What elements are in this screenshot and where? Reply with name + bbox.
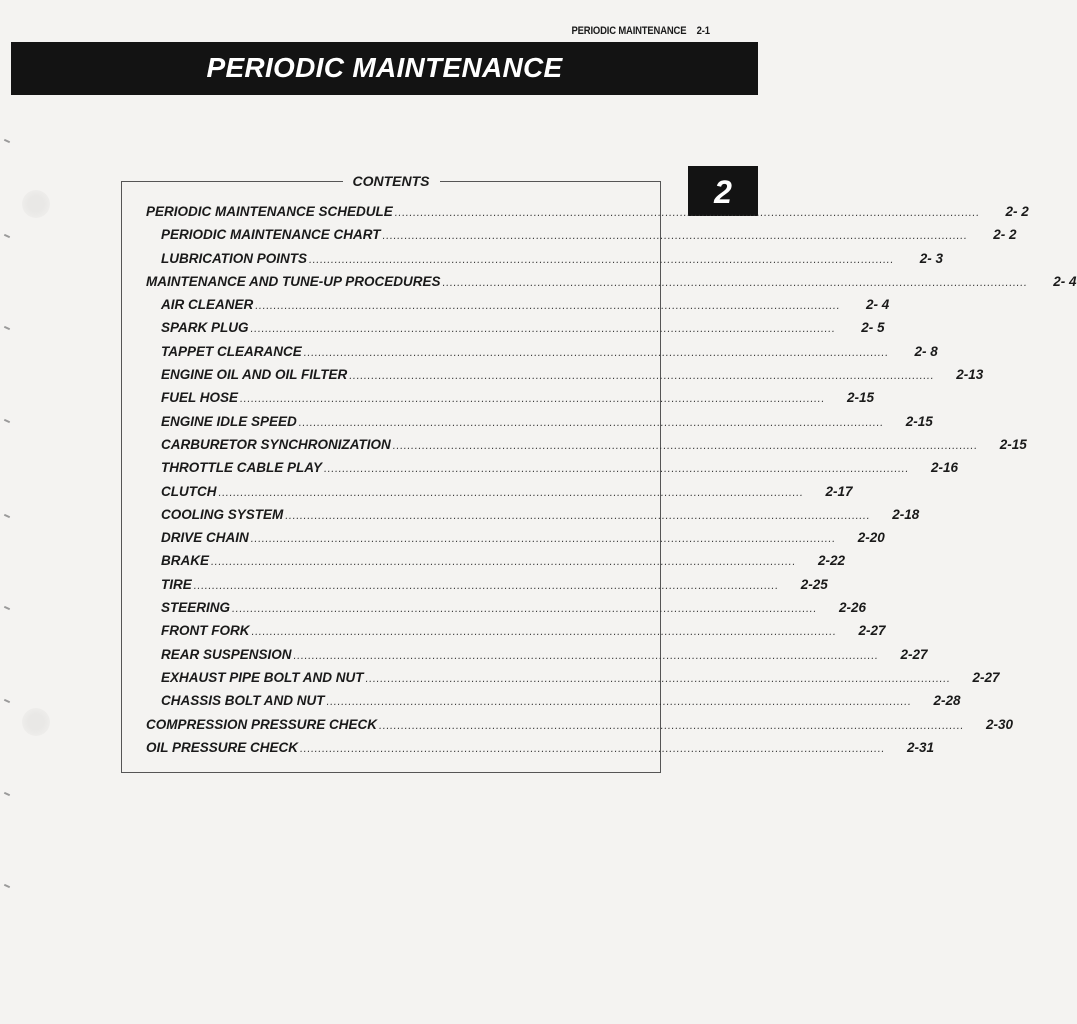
toc-entry[interactable] xyxy=(146,250,943,274)
toc-dot-leader: ................................................................................................................................................................ xyxy=(255,300,841,313)
toc-entry-label: SPARK PLUG xyxy=(161,320,249,336)
toc-entry-label: ENGINE OIL AND OIL FILTER xyxy=(161,367,348,383)
toc-entry-page: 2-25 xyxy=(800,576,828,592)
toc-entry-label: PERIODIC MAINTENANCE CHART xyxy=(161,227,381,243)
toc-dot-leader: ................................................................................................................................................................ xyxy=(442,276,1028,289)
contents-list xyxy=(146,204,1077,763)
toc-entry-page: 2-22 xyxy=(817,553,845,569)
toc-dot-leader: ................................................................................................................................................................ xyxy=(285,509,871,522)
contents-box xyxy=(121,173,1077,773)
toc-dot-leader: ................................................................................................................................................................ xyxy=(193,579,779,592)
toc-entry-page: 2-13 xyxy=(956,367,984,383)
toc-entry-page: 2- 2 xyxy=(993,227,1017,243)
running-head-page-number: 2-1 xyxy=(696,25,710,37)
scan-edge-mark xyxy=(4,606,10,610)
toc-entry-page: 2-28 xyxy=(933,693,961,709)
toc-dot-leader: ................................................................................................................................................................ xyxy=(211,556,796,569)
toc-entry-label: FUEL HOSE xyxy=(161,390,239,406)
toc-entry-page: 2- 8 xyxy=(914,343,938,359)
toc-dot-leader: ................................................................................................................................................................ xyxy=(250,323,836,336)
toc-entry-label: FRONT FORK xyxy=(161,623,250,639)
toc-entry[interactable] xyxy=(146,530,885,553)
chapter-tab: 2 xyxy=(688,166,758,216)
toc-entry-page: 2-20 xyxy=(857,530,885,546)
toc-dot-leader: ................................................................................................................................................................ xyxy=(379,719,965,732)
toc-entry[interactable] xyxy=(146,320,885,343)
toc-entry[interactable] xyxy=(146,343,938,367)
toc-entry-page: 2-15 xyxy=(846,390,874,406)
page-title: PERIODIC MAINTENANCE xyxy=(206,52,563,83)
toc-entry[interactable] xyxy=(146,716,1014,740)
toc-entry-label: CHASSIS BOLT AND NUT xyxy=(161,693,325,709)
toc-entry[interactable] xyxy=(146,623,886,646)
toc-entry-page: 2- 4 xyxy=(865,297,890,313)
toc-entry-label: OIL PRESSURE CHECK xyxy=(146,739,299,755)
scan-edge-mark xyxy=(4,234,10,238)
toc-entry[interactable] xyxy=(146,413,933,437)
toc-entry-page: 2- 4 xyxy=(1053,273,1077,289)
toc-entry-label: REAR SUSPENSION xyxy=(161,646,292,662)
binder-hole-mark xyxy=(22,708,50,736)
toc-entry-page: 2-30 xyxy=(986,716,1014,732)
toc-entry-label: TIRE xyxy=(161,576,192,592)
toc-entry[interactable] xyxy=(146,739,935,763)
toc-dot-leader: ................................................................................................................................................................ xyxy=(349,370,935,383)
toc-dot-leader: ................................................................................................................................................................ xyxy=(293,649,879,662)
toc-dot-leader: ................................................................................................................................................................ xyxy=(365,672,951,685)
scan-edge-mark xyxy=(4,884,10,888)
toc-entry[interactable] xyxy=(146,204,1029,227)
toc-entry-page: 2-27 xyxy=(972,669,1000,685)
running-head-title: PERIODIC MAINTENANCE xyxy=(571,25,687,37)
toc-entry[interactable] xyxy=(146,367,984,390)
toc-dot-leader: ................................................................................................................................................................ xyxy=(251,626,837,639)
chapter-title-bar xyxy=(11,42,758,95)
scan-edge-mark xyxy=(4,419,10,423)
toc-entry-label: PERIODIC MAINTENANCE SCHEDULE xyxy=(146,204,393,219)
toc-entry[interactable] xyxy=(146,669,1000,693)
toc-entry-page: 2- 3 xyxy=(919,250,943,266)
toc-entry-label: COMPRESSION PRESSURE CHECK xyxy=(146,716,378,732)
toc-entry-label: CLUTCH xyxy=(161,483,217,499)
scan-edge-mark xyxy=(4,514,10,518)
toc-entry-label: DRIVE CHAIN xyxy=(161,530,249,546)
toc-dot-leader: ................................................................................................................................................................ xyxy=(218,486,804,499)
toc-entry-page: 2-27 xyxy=(900,646,928,662)
toc-entry[interactable] xyxy=(146,273,1077,297)
scan-edge-mark xyxy=(4,139,10,143)
toc-entry[interactable] xyxy=(146,693,961,716)
toc-entry-label: TAPPET CLEARANCE xyxy=(161,343,302,359)
toc-entry[interactable] xyxy=(146,390,874,413)
toc-dot-leader: ................................................................................................................................................................ xyxy=(324,463,909,476)
toc-entry-page: 2-26 xyxy=(838,600,866,616)
toc-entry-label: AIR CLEANER xyxy=(161,297,254,313)
toc-entry-label: MAINTENANCE AND TUNE-UP PROCEDURES xyxy=(146,273,441,289)
toc-entry-page: 2-15 xyxy=(905,413,933,429)
running-head xyxy=(572,25,710,37)
toc-dot-leader: ................................................................................................................................................................ xyxy=(303,346,889,359)
toc-entry-label: STEERING xyxy=(161,600,231,616)
toc-entry[interactable] xyxy=(146,227,1017,250)
toc-entry-page: 2-15 xyxy=(999,436,1027,452)
contents-heading-wrap xyxy=(122,173,660,191)
toc-dot-leader: ................................................................................................................................................................ xyxy=(382,230,968,243)
toc-entry-label: THROTTLE CABLE PLAY xyxy=(161,460,322,476)
toc-entry[interactable] xyxy=(146,646,928,670)
toc-entry[interactable] xyxy=(146,436,1027,460)
toc-dot-leader: ................................................................................................................................................................ xyxy=(392,439,978,452)
toc-entry-label: EXHAUST PIPE BOLT AND NUT xyxy=(161,669,364,685)
toc-entry-label: BRAKE xyxy=(161,553,210,569)
toc-entry[interactable] xyxy=(146,553,845,576)
toc-dot-leader: ................................................................................................................................................................ xyxy=(232,603,817,616)
scan-edge-mark xyxy=(4,326,10,330)
toc-entry-page: 2-16 xyxy=(930,460,958,476)
toc-entry-label: ENGINE IDLE SPEED xyxy=(161,413,297,429)
toc-entry[interactable] xyxy=(146,506,920,530)
binder-hole-mark xyxy=(22,190,50,218)
scan-edge-mark xyxy=(4,699,10,703)
toc-entry[interactable] xyxy=(146,483,853,507)
toc-entry[interactable] xyxy=(146,600,866,623)
toc-entry-page: 2-18 xyxy=(892,506,920,522)
contents-heading: CONTENTS xyxy=(343,173,440,189)
toc-entry[interactable] xyxy=(146,460,958,483)
scan-edge-mark xyxy=(4,792,10,796)
toc-dot-leader: ................................................................................................................................................................ xyxy=(394,207,980,219)
toc-entry-page: 2- 5 xyxy=(861,320,885,336)
toc-entry-page: 2- 2 xyxy=(1005,204,1029,219)
toc-entry-label: COOLING SYSTEM xyxy=(161,506,284,522)
toc-dot-leader: ................................................................................................................................................................ xyxy=(240,393,825,406)
toc-entry[interactable] xyxy=(146,576,828,600)
toc-dot-leader: ................................................................................................................................................................ xyxy=(300,742,886,755)
toc-dot-leader: ................................................................................................................................................................ xyxy=(309,253,894,266)
toc-dot-leader: ................................................................................................................................................................ xyxy=(326,696,912,709)
toc-dot-leader: ................................................................................................................................................................ xyxy=(250,533,836,546)
toc-entry-page: 2-31 xyxy=(906,739,935,755)
toc-entry-page: 2-17 xyxy=(825,483,853,499)
toc-dot-leader: ................................................................................................................................................................ xyxy=(298,416,884,429)
toc-entry-label: CARBURETOR SYNCHRONIZATION xyxy=(161,436,391,452)
toc-entry-label: LUBRICATION POINTS xyxy=(161,250,307,266)
toc-entry-page: 2-27 xyxy=(858,623,886,639)
toc-entry[interactable] xyxy=(146,297,890,320)
